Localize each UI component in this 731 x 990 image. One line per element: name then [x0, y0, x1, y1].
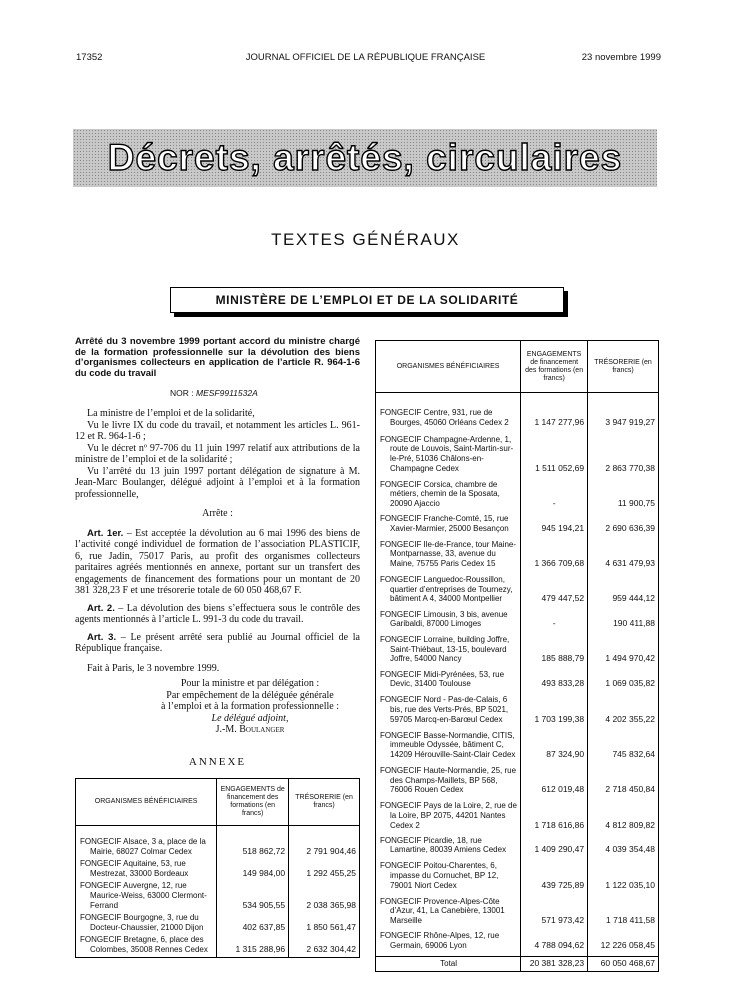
engagements-cell-text: 4 788 094,62 — [534, 939, 585, 950]
ministry-title: MINISTÈRE DE L’EMPLOI ET DE LA SOLIDARITÉ — [170, 287, 564, 313]
tresorerie-cell — [588, 535, 659, 570]
engagements-cell — [521, 761, 588, 796]
engagements-cell — [521, 535, 588, 570]
table-row — [376, 761, 659, 796]
engagements-cell — [521, 797, 588, 832]
tresorerie-cell — [588, 797, 659, 832]
table-row — [376, 631, 659, 666]
engagements-cell-text: 945 194,21 — [541, 522, 585, 533]
organism-cell-text: FONGECIF Nord - Pas-de-Calais, 6 bis, rue des Verts-Prés, BP 5021, 59705 Marcq-en-Barœul Cedex — [380, 695, 509, 724]
signature-line: à l’emploi et à la formation professionnelle : — [161, 701, 339, 712]
section-title: TEXTES GÉNÉRAUX — [271, 230, 460, 249]
article-label: Art. 1er. — [87, 527, 124, 539]
organism-cell-text: FONGECIF Limousin, 3 bis, avenue Garibaldi, 87000 Limoges — [380, 609, 508, 629]
tresorerie-cell-text: 1 069 035,82 — [605, 678, 655, 689]
tresorerie-cell — [588, 726, 659, 761]
table-row — [376, 797, 659, 832]
tresorerie-cell — [588, 475, 659, 510]
organism-cell-text: FONGECIF Midi-Pyrénées, 53, rue Devic, 31400 Toulouse — [380, 669, 505, 689]
tresorerie-cell — [588, 832, 659, 857]
column-header-tresorerie: TRÉSORERIE (en francs) — [588, 341, 659, 393]
organism-cell — [376, 405, 521, 430]
article-2 — [75, 603, 360, 626]
tresorerie-cell-text: 190 411,88 — [613, 618, 655, 629]
table-row — [76, 836, 360, 858]
engagements-cell — [217, 836, 289, 858]
banner-title: Décrets, arrêtés, circulaires — [107, 137, 623, 178]
organism-cell-text: FONGECIF Auvergne, 12, rue Maurice-Weiss, 63000 Clermont-Ferrand — [80, 881, 207, 910]
engagements-cell-text: 493 833,28 — [541, 678, 585, 689]
article-text: – Est acceptée la dévolution au 6 mai 1996 des biens de l’activité congé individuel de formation de l’association PLASTICIF, 6, rue Jadin, 75017 Paris, au profit des organismes collecteurs paritaires agréés mentionnés en annexe, portant sur un transfert des engagements de financement des formations pour un montant de 20 381 328,23 F et une trésorerie totale de 60 050 468,67 F. — [75, 527, 360, 596]
table-row — [376, 892, 659, 927]
tresorerie-cell-text: 3 947 919,27 — [605, 416, 655, 427]
table-row — [76, 912, 360, 934]
tresorerie-cell — [289, 934, 360, 957]
engagements-cell — [217, 880, 289, 912]
organism-cell-text: FONGECIF Poitou-Charentes, 6, impasse du Cornuchet, BP 12, 79001 Niort Cedex — [380, 861, 499, 890]
arrete-heading: Arrête : — [202, 508, 233, 519]
organism-cell — [376, 606, 521, 631]
tresorerie-cell-text: 4 812 809,82 — [605, 819, 655, 830]
tresorerie-cell — [588, 857, 659, 892]
engagements-cell — [521, 857, 588, 892]
table-row — [376, 666, 659, 691]
table-row — [376, 429, 659, 475]
article-1 — [75, 528, 360, 597]
article-text: – Le présent arrêté sera publié au Journal officiel de la République française. — [75, 631, 360, 654]
organism-cell — [376, 475, 521, 510]
table-row — [376, 726, 659, 761]
tresorerie-cell — [588, 571, 659, 606]
organism-cell — [376, 892, 521, 927]
issue-date: 23 novembre 1999 — [581, 52, 661, 63]
organism-cell-text: FONGECIF Picardie, 18, rue Lamartine, 80039 Amiens Cedex — [380, 835, 507, 855]
organism-cell — [376, 761, 521, 796]
engagements-cell — [521, 832, 588, 857]
engagements-cell-text: 534 905,55 — [242, 899, 286, 910]
annexe-title: ANNEXE — [188, 756, 247, 768]
table-row — [376, 691, 659, 726]
tresorerie-cell — [588, 892, 659, 927]
tresorerie-cell — [588, 928, 659, 953]
tresorerie-cell-text: 2 718 450,84 — [605, 784, 655, 795]
table-row — [76, 858, 360, 880]
engagements-cell — [521, 691, 588, 726]
tresorerie-cell-text: 12 226 058,45 — [600, 939, 655, 950]
signatory-name: J.-M. Boulanger — [215, 724, 285, 735]
done-at: Fait à Paris, le 3 novembre 1999. — [87, 662, 220, 674]
engagements-cell-text: 439 725,89 — [541, 879, 585, 890]
tresorerie-cell — [289, 880, 360, 912]
tresorerie-cell — [289, 858, 360, 880]
organism-cell — [376, 797, 521, 832]
tresorerie-cell — [289, 912, 360, 934]
engagements-cell-text: 1 703 199,38 — [534, 713, 585, 724]
organism-cell-text: FONGECIF Bourgogne, 3, rue du Docteur-Chaussier, 21000 Dijon — [80, 913, 204, 932]
signature-block — [140, 678, 360, 736]
table-row — [376, 405, 659, 430]
organism-cell — [376, 535, 521, 570]
article-text: – La dévolution des biens s’effectuera sous le contrôle des agents mentionnés à l’article L. 991-3 du code du travail. — [75, 602, 360, 625]
tresorerie-cell-text: 1 850 561,47 — [306, 921, 356, 932]
organism-cell — [76, 934, 217, 957]
page-number: 17352 — [76, 52, 103, 63]
decree-title: Arrêté du 3 novembre 1999 portant accord du ministre chargé de la formation professionnelle sur la dévolution des biens d’organismes collecteurs en application de l’article R. 964-1-6 du code du travail — [75, 336, 360, 379]
tresorerie-cell — [588, 606, 659, 631]
journal-title: JOURNAL OFFICIEL DE LA RÉPUBLIQUE FRANÇAISE — [245, 52, 486, 63]
tresorerie-cell-text: 2 863 770,38 — [605, 462, 655, 473]
organism-cell — [376, 928, 521, 953]
column-header-engagements: ENGAGEMENTS de financement des formations (en francs) — [521, 341, 588, 393]
organism-cell-text: FONGECIF Bretagne, 6, place des Colombes, 35008 Rennes Cedex — [80, 935, 208, 954]
signature-line: Le délégué adjoint, — [211, 712, 289, 724]
organism-cell — [76, 858, 217, 880]
organism-cell-text: FONGECIF Champagne-Ardenne, 1, route de Louvois, Saint-Martin-sur-le-Pré, 51036 Châlons-en-Champagne Cedex — [380, 434, 514, 473]
engagements-cell-text: - — [552, 618, 556, 629]
organism-cell — [76, 880, 217, 912]
tresorerie-cell-text: 1 292 455,25 — [306, 867, 356, 878]
organism-cell — [76, 836, 217, 858]
engagements-cell-text: - — [552, 498, 556, 508]
column-header-org: ORGANISMES BÉNÉFICIAIRES — [76, 779, 217, 826]
tresorerie-cell — [588, 666, 659, 691]
tresorerie-cell-text: 745 832,64 — [612, 748, 655, 759]
engagements-cell — [521, 928, 588, 953]
organism-cell-text: FONGECIF Basse-Normandie, CITIS, immeuble Odyssée, bâtiment C, 14209 Hérouville-Saint-Clair Cedex — [380, 730, 516, 759]
table-header-row — [76, 779, 360, 826]
engagements-cell — [521, 571, 588, 606]
paragraph: Vu l’arrêté du 13 juin 1997 portant délégation de signature à M. Jean-Marc Boulanger, délégué adjoint à l’emploi et à la formation professionnelle, — [75, 465, 360, 500]
engagements-cell-text: 571 973,42 — [541, 914, 585, 925]
organism-cell-text: FONGECIF Languedoc-Roussillon, quartier d’entreprises de Tournezy, bâtiment A 4, 34000 Montpellier — [380, 575, 513, 604]
decree-body — [75, 408, 360, 674]
engagements-cell-text: 87 324,90 — [546, 748, 585, 759]
organism-cell-text: FONGECIF Alsace, 3 a, place de la Mairie, 68027 Colmar Cedex — [80, 837, 206, 856]
tresorerie-cell — [588, 761, 659, 796]
tresorerie-cell-text: 4 202 355,22 — [605, 713, 655, 724]
table-row — [376, 606, 659, 631]
engagements-cell — [521, 429, 588, 475]
engagements-cell — [521, 511, 588, 536]
table-row — [376, 928, 659, 953]
tresorerie-cell-text: 959 444,12 — [612, 593, 655, 604]
paragraph: Vu le décret nº 97-706 du 11 juin 1997 relatif aux attributions de la ministre de l’emploi et de la solidarité ; — [75, 442, 360, 465]
organism-cell — [376, 631, 521, 666]
tresorerie-cell — [588, 429, 659, 475]
engagements-cell-text: 1 366 709,68 — [534, 558, 585, 569]
tresorerie-cell-text: 11 900,75 — [617, 498, 655, 508]
tresorerie-cell-text: 2 632 304,42 — [306, 943, 356, 954]
total-row — [376, 956, 659, 971]
engagements-cell-text: 1 147 277,96 — [534, 416, 585, 427]
total-engagements: 20 381 328,23 — [521, 956, 588, 971]
tresorerie-cell-text: 1 122 035,10 — [605, 879, 655, 890]
table-row — [76, 934, 360, 957]
tresorerie-cell — [588, 631, 659, 666]
organism-cell — [376, 511, 521, 536]
tresorerie-cell — [289, 836, 360, 858]
organism-cell — [376, 832, 521, 857]
table-header-row — [376, 341, 659, 393]
paragraph: La ministre de l’emploi et de la solidarité, — [87, 408, 255, 419]
tresorerie-cell — [588, 405, 659, 430]
engagements-cell — [521, 726, 588, 761]
table-row — [376, 832, 659, 857]
tresorerie-cell-text: 4 039 354,48 — [605, 844, 655, 855]
engagements-cell-text: 479 447,52 — [541, 593, 585, 604]
annexe-table-left — [75, 778, 360, 958]
engagements-cell-text: 1 718 616,86 — [534, 819, 585, 830]
signature-line: Pour la ministre et par délégation : — [180, 678, 320, 689]
tresorerie-cell-text: 2 791 904,46 — [306, 845, 356, 856]
engagements-cell — [217, 934, 289, 957]
column-header-engagements: ENGAGEMENTS de financement des formations (en francs) — [217, 779, 289, 826]
engagements-cell-text: 1 409 290,47 — [534, 844, 585, 855]
total-tresorerie: 60 050 468,67 — [588, 956, 659, 971]
nor-label: NOR : — [170, 388, 194, 398]
table-row — [376, 511, 659, 536]
engagements-cell-text: 185 888,79 — [541, 653, 585, 664]
engagements-cell-text: 149 984,00 — [242, 867, 286, 878]
engagements-cell-text: 402 637,85 — [242, 921, 286, 932]
table-row — [76, 880, 360, 912]
engagements-cell — [521, 631, 588, 666]
organism-cell — [376, 571, 521, 606]
tresorerie-cell — [588, 691, 659, 726]
organism-cell — [376, 726, 521, 761]
engagements-cell — [521, 405, 588, 430]
signature-line: Par empêchement de la déléguée générale — [166, 689, 334, 701]
tresorerie-cell-text: 1 718 411,58 — [606, 914, 655, 925]
organism-cell-text: FONGECIF Centre, 931, rue de Bourges, 45060 Orléans Cedex 2 — [380, 408, 509, 427]
nor-reference — [170, 388, 360, 398]
engagements-cell-text: 1 511 052,69 — [535, 462, 585, 473]
article-3 — [75, 632, 360, 655]
organism-cell — [376, 857, 521, 892]
engagements-cell — [521, 606, 588, 631]
engagements-cell — [521, 475, 588, 510]
engagements-cell — [521, 892, 588, 927]
column-header-tresorerie: TRÉSORERIE (en francs) — [289, 779, 360, 826]
engagements-cell — [217, 858, 289, 880]
article-label: Art. 3. — [87, 631, 117, 643]
tresorerie-cell — [588, 511, 659, 536]
table-row — [376, 475, 659, 510]
tresorerie-cell-text: 4 631 479,93 — [605, 558, 655, 569]
organism-cell-text: FONGECIF Aquitaine, 53, rue Mestrezat, 33000 Bordeaux — [80, 859, 189, 878]
organism-cell-text: FONGECIF Rhône-Alpes, 12, rue Germain, 69006 Lyon — [380, 931, 500, 950]
organism-cell-text: FONGECIF Haute-Normandie, 25, rue des Champs-Maillets, BP 568, 76006 Rouen Cedex — [380, 766, 517, 795]
organism-cell — [376, 666, 521, 691]
engagements-cell — [521, 666, 588, 691]
tresorerie-cell-text: 2 038 365,98 — [306, 899, 356, 910]
organism-cell — [376, 429, 521, 475]
tresorerie-cell-text: 2 690 636,39 — [605, 522, 655, 533]
annexe-table-right — [375, 340, 659, 972]
column-header-org: ORGANISMES BÉNÉFICIAIRES — [376, 341, 521, 393]
engagements-cell-text: 1 315 288,96 — [235, 943, 286, 954]
engagements-cell — [217, 912, 289, 934]
tresorerie-cell-text: 1 494 970,42 — [605, 653, 655, 664]
organism-cell-text: FONGECIF Provence-Alpes-Côte d’Azur, 41, La Canebière, 13001 Marseille — [380, 896, 505, 925]
organism-cell-text: FONGECIF Lorraine, building Joffre, Saint-Thiébaut, 13-15, boulevard Joffre, 54000 Nancy — [380, 635, 510, 664]
table-row — [376, 535, 659, 570]
section-banner — [73, 129, 657, 187]
article-label: Art. 2. — [87, 602, 115, 614]
engagements-cell-text: 518 862,72 — [242, 845, 286, 856]
organism-cell-text: FONGECIF Ile-de-France, tour Maine-Montparnasse, 33, avenue du Maine, 75755 Paris Cedex 15 — [380, 539, 517, 569]
table-row — [376, 857, 659, 892]
organism-cell — [376, 691, 521, 726]
organism-cell-text: FONGECIF Pays de la Loire, 2, rue de la Loire, BP 2075, 44201 Nantes Cedex 2 — [380, 801, 517, 830]
organism-cell-text: FONGECIF Corsica, chambre de métiers, chemin de la Sposata, 20090 Ajaccio — [380, 479, 500, 508]
organism-cell-text: FONGECIF Franche-Comté, 15, rue Xavier-Marmier, 25000 Besançon — [380, 514, 509, 533]
total-label: Total — [376, 956, 521, 971]
nor-code: MESF9911532A — [196, 388, 258, 398]
organism-cell — [76, 912, 217, 934]
table-row — [376, 571, 659, 606]
engagements-cell-text: 612 019,48 — [541, 784, 585, 795]
paragraph: Vu le livre IX du code du travail, et notamment les articles L. 961-12 et R. 964-1-6 ; — [75, 419, 360, 442]
